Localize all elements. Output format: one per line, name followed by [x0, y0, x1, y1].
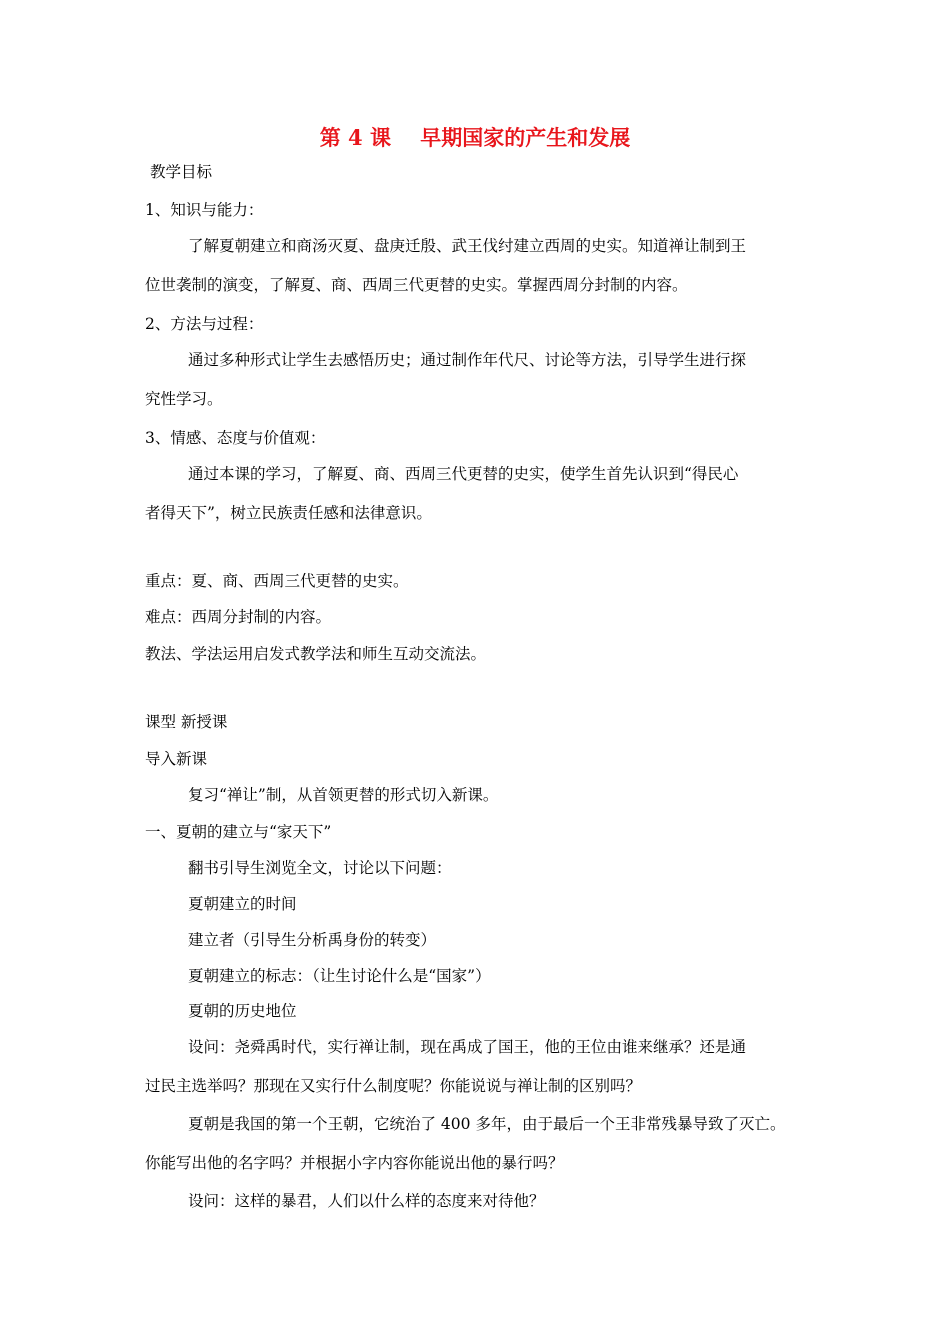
objective-2-text-cont: 究性学习。 [145, 390, 223, 408]
question-item: 夏朝建立的标志：（让生讨论什么是“国家”） [188, 967, 491, 985]
objective-1-text: 了解夏朝建立和商汤灭夏、盘庚迁殷、武王伐纣建立西周的史实。知道禅让制到王 [188, 237, 747, 255]
objective-1-text-cont: 位世袭制的演变，了解夏、商、西周三代更替的史实。掌握西周分封制的内容。 [145, 276, 688, 294]
objective-3-text-cont: 者得天下”，树立民族责任感和法律意识。 [145, 504, 432, 522]
section-1-heading: 一、夏朝的建立与“家天下” [145, 823, 332, 841]
objective-3-text: 通过本课的学习，了解夏、商、西周三代更替的史实，使学生首先认识到“得民心 [188, 465, 739, 483]
section-heading-objectives: 教学目标 [150, 163, 213, 181]
teaching-method: 教法、学法运用启发式教学法和师生互动交流法。 [145, 645, 487, 663]
question-item: 夏朝的历史地位 [188, 1002, 297, 1020]
lesson-type: 课型 新授课 [145, 713, 228, 731]
intro-text: 复习“禅让”制，从首领更替的形式切入新课。 [188, 786, 499, 804]
difficult-point: 难点：西周分封制的内容。 [145, 608, 332, 626]
key-point: 重点：夏、商、西周三代更替的史实。 [145, 572, 409, 590]
paragraph: 设问：尧舜禹时代，实行禅让制，现在禹成了国王，他的王位由谁来继承？还是通 [188, 1038, 747, 1056]
objective-2-heading: 2、方法与过程： [145, 315, 264, 333]
page-title: 第 4 课 早期国家的产生和发展 [319, 125, 631, 150]
question-item: 建立者（引导生分析禹身份的转变） [188, 931, 437, 949]
section-1-instruction: 翻书引导生浏览全文，讨论以下问题： [188, 859, 452, 877]
objective-3-heading: 3、情感、态度与价值观： [145, 429, 326, 447]
objective-2-text: 通过多种形式让学生去感悟历史；通过制作年代尺、讨论等方法，引导学生进行探 [188, 351, 747, 369]
paragraph: 设问：这样的暴君，人们以什么样的态度来对待他？ [188, 1192, 545, 1210]
paragraph: 夏朝是我国的第一个王朝，它统治了 400 多年，由于最后一个王非常残暴导致了灭亡。 [188, 1115, 786, 1133]
intro-heading: 导入新课 [145, 750, 208, 768]
paragraph-cont: 过民主选举吗？那现在又实行什么制度呢？你能说说与禅让制的区别吗？ [145, 1077, 642, 1095]
question-item: 夏朝建立的时间 [188, 895, 297, 913]
objective-1-heading: 1、知识与能力： [145, 201, 264, 219]
paragraph-cont: 你能写出他的名字吗？并根据小字内容你能说出他的暴行吗？ [145, 1154, 564, 1172]
